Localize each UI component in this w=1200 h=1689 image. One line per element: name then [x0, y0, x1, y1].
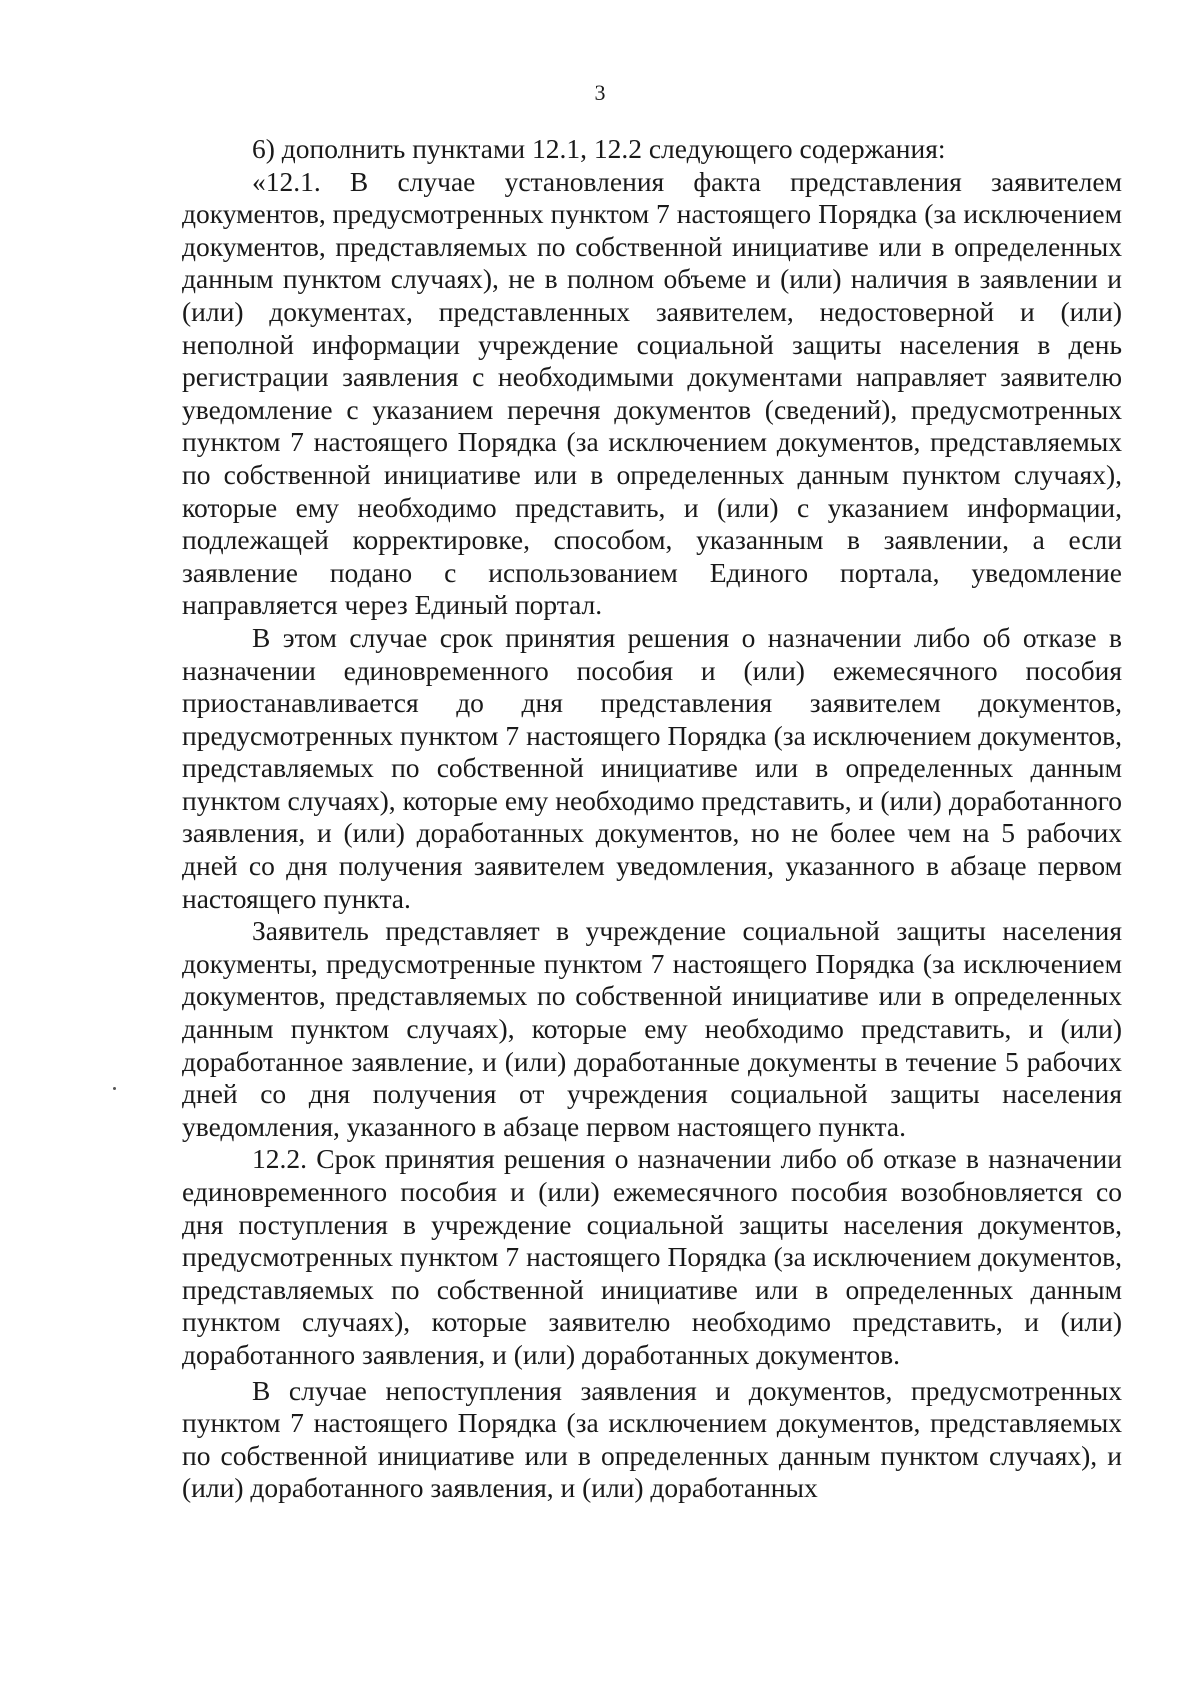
paragraph-suspension-term: В этом случае срок принятия решения о назначении либо об отказе в назначении единовременного пособия и (или) ежемесячного пособия приостанавливается до дня представления заявителем документов, предусмотренных пунктом 7 настоящего Порядка (за исключением документов, представляемых по собственной инициативе или в определенных данным пунктом случаях), которые ему необходимо представить, и (или) доработанного заявления, и (или) доработанных документов, но не более чем на 5 рабочих дней со дня получения заявителем уведомления, указанного в абзаце первом настоящего пункта.: [182, 621, 1122, 914]
scan-speck: [113, 1087, 116, 1090]
paragraph-amendment-intro: 6) дополнить пунктами 12.1, 12.2 следующего содержания:: [252, 133, 946, 164]
paragraph-clause-12-1: «12.1. В случае установления факта представления заявителем документов, предусмотренных пунктом 7 настоящего Порядка (за исключением документов, представляемых по собственной инициативе или в определенных данным пунктом случаях), не в полном объеме и (или) наличия в заявлении и (или) документах, представленных заявителем, недостоверной и (или) неполной информации учреждение социальной защиты населения в день регистрации заявления с необходимыми документами направляет заявителю уведомление с указанием перечня документов (сведений), предусмотренных пунктом 7 настоящего Порядка (за исключением документов, представляемых по собственной инициативе или в определенных данным пунктом случаях), которые ему необходимо представить, и (или) с указанием информации, подлежащей корректировке, способом, указанным в заявлении, а если заявление подано с использованием Единого портала, уведомление направляется через Единый портал.: [182, 165, 1122, 621]
page-number: 3: [594, 80, 606, 105]
paragraph-clause-12-2: 12.2. Срок принятия решения о назначении либо об отказе в назначении единовременного пособия и (или) ежемесячного пособия возобновляется со дня поступления в учреждение социальной защиты населения документов, предусмотренных пунктом 7 настоящего Порядка (за исключением документов, представляемых по собственной инициативе или в определенных данным пунктом случаях), которые заявителю необходимо представить, и (или) доработанного заявления, и (или) доработанных документов.: [182, 1143, 1122, 1370]
paragraph-applicant-submission: Заявитель представляет в учреждение социальной защиты населения документы, предусмотренные пунктом 7 настоящего Порядка (за исключением документов, представляемых по собственной инициативе или в определенных данным пунктом случаях), которые ему необходимо представить, и (или) доработанное заявление, и (или) доработанные документы в течение 5 рабочих дней со дня получения от учреждения социальной защиты населения уведомления, указанного в абзаце первом настоящего пункта.: [182, 915, 1122, 1142]
document-body: [182, 133, 1122, 1505]
paragraph-non-receipt: В случае непоступления заявления и документов, предусмотренных пунктом 7 настоящего Порядка (за исключением документов, представляемых по собственной инициативе или в определенных данным пунктом случаях), и (или) доработанного заявления, и (или) доработанных: [182, 1374, 1122, 1504]
